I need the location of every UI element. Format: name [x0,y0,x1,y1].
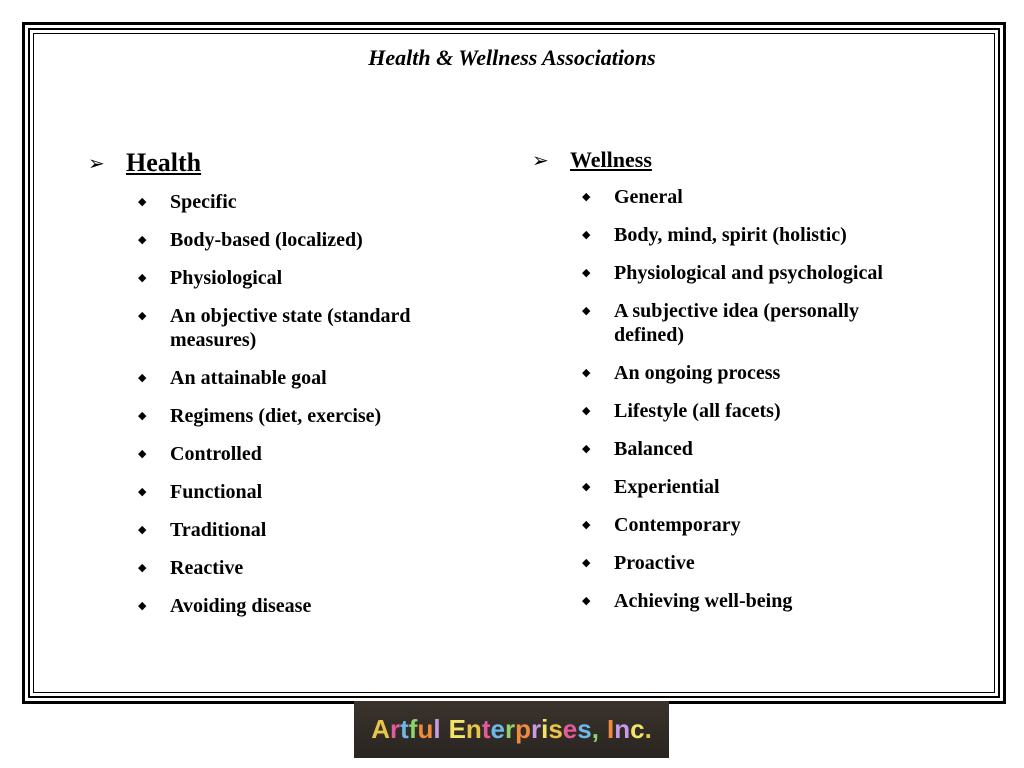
diamond-bullet-icon: ◆ [582,556,591,569]
list-item: ◆ Regimens (diet, exercise) [138,405,382,427]
health-list [138,190,488,618]
diamond-bullet-icon: ◆ [138,409,147,422]
list-item: ◆ Achieving well-being [582,590,793,612]
list-item: ◆ Lifestyle (all facets) [582,400,781,422]
list-item: ◆ An objective state (standard measures) [138,305,411,351]
diamond-bullet-icon: ◆ [138,233,147,246]
diamond-bullet-icon: ◆ [582,518,591,531]
diamond-bullet-icon: ◆ [582,190,591,203]
diamond-bullet-icon: ◆ [138,599,147,612]
list-item: ◆ Controlled [138,443,262,465]
health-heading: Health [126,148,202,177]
diamond-bullet-icon: ◆ [138,447,147,460]
health-column [88,148,488,632]
company-logo [354,701,669,758]
health-heading-row [88,148,488,178]
diamond-bullet-icon: ◆ [582,266,591,279]
logo-text: Artful Enterprises, Inc. [371,714,652,744]
diamond-bullet-icon: ◆ [138,523,147,536]
diamond-bullet-icon: ◆ [582,228,591,241]
diamond-bullet-icon: ◆ [138,271,147,284]
diamond-bullet-icon: ◆ [582,404,591,417]
list-item: ◆ An attainable goal [138,367,327,389]
diamond-bullet-icon: ◆ [582,480,591,493]
diamond-bullet-icon: ◆ [582,442,591,455]
diamond-bullet-icon: ◆ [582,594,591,607]
list-item: ◆ Balanced [582,438,693,460]
list-item: ◆ An ongoing process [582,362,781,384]
list-item: ◆ Contemporary [582,514,741,536]
diamond-bullet-icon: ◆ [582,304,591,317]
list-item: ◆ Physiological [138,267,283,289]
list-item: ◆ Specific [138,191,237,213]
arrow-bullet-icon: ➢ [532,148,549,172]
list-item: ◆ Functional [138,481,263,503]
wellness-list [582,185,932,613]
list-item: ◆ Body-based (localized) [138,229,363,251]
wellness-heading-row [532,147,932,173]
list-item: ◆ Reactive [138,557,244,579]
list-item: ◆ Body, mind, spirit (holistic) [582,224,847,246]
list-item: ◆ Physiological and psychological [582,262,883,284]
list-item: ◆ Proactive [582,552,695,574]
list-item: ◆ Traditional [138,519,267,541]
diamond-bullet-icon: ◆ [582,366,591,379]
diamond-bullet-icon: ◆ [138,309,147,322]
slide-title: Health & Wellness Associations [368,45,656,70]
list-item: ◆ Avoiding disease [138,595,312,617]
wellness-column [532,147,932,627]
diamond-bullet-icon: ◆ [138,561,147,574]
list-item: ◆ General [582,186,683,208]
diamond-bullet-icon: ◆ [138,195,147,208]
diamond-bullet-icon: ◆ [138,485,147,498]
wellness-heading: Wellness [570,147,652,172]
arrow-bullet-icon: ➢ [88,151,105,175]
list-item: ◆ Experiential [582,476,720,498]
diamond-bullet-icon: ◆ [138,371,147,384]
list-item: ◆ A subjective idea (personally defined) [582,300,859,346]
